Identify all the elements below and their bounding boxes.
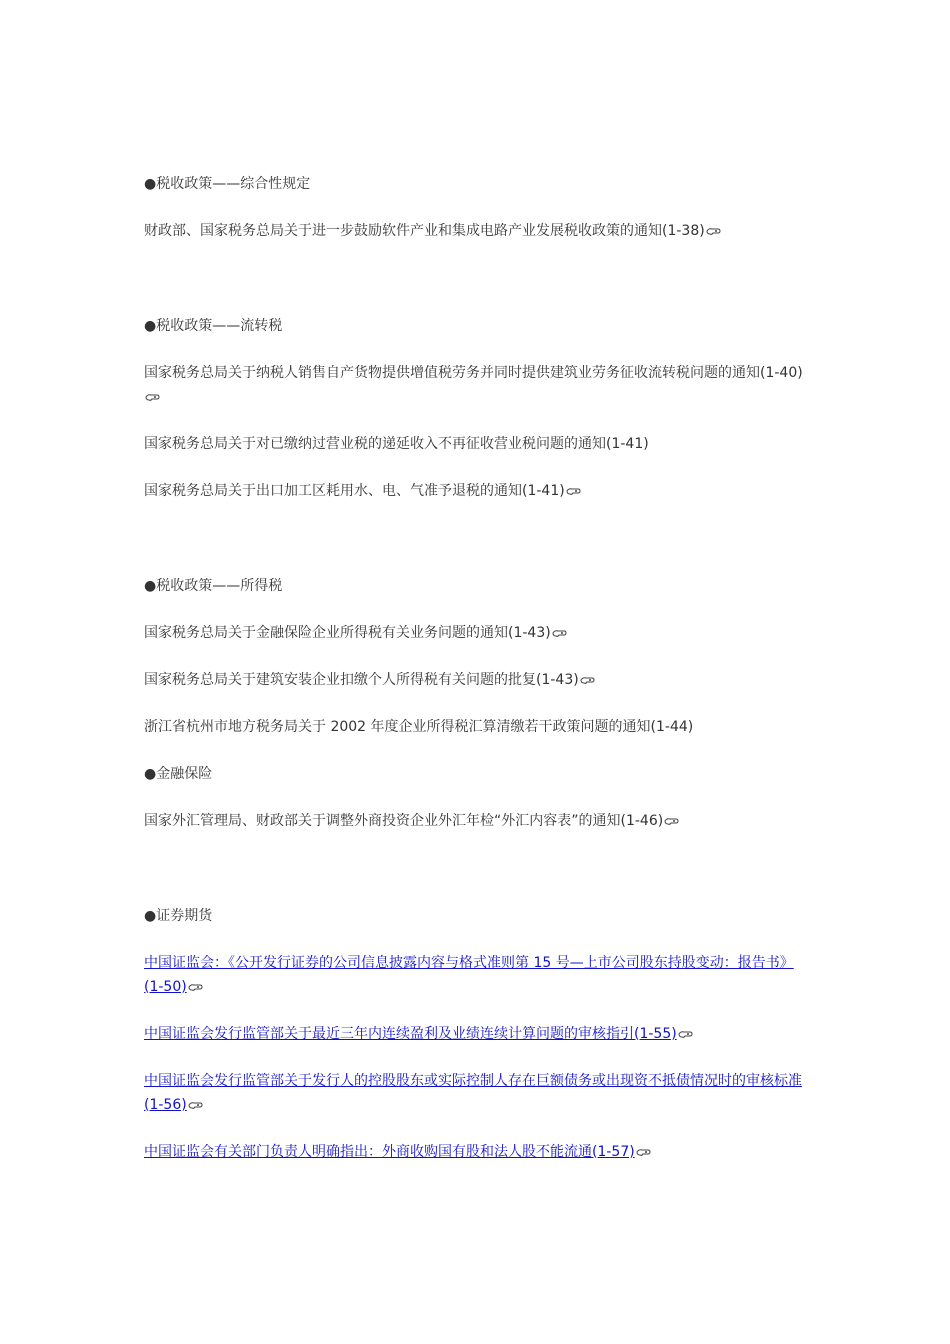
hand-pointer-icon — [188, 1100, 203, 1110]
item-text: 国家外汇管理局、财政部关于调整外商投资企业外汇年检“外汇内容表”的通知(1-46) — [144, 813, 664, 829]
section-heading: ●证券期货 — [144, 908, 213, 924]
list-item — [144, 668, 809, 692]
document-link[interactable]: 中国证监会：《公开发行证券的公司信息披露内容与格式准则第 15 号—上市公司股东持股变动：报告书》(1-50) — [144, 955, 794, 995]
section-heading: ●税收政策——所得税 — [144, 578, 283, 594]
hand-pointer-icon — [636, 1147, 651, 1157]
section-heading: ●税收政策——流转税 — [144, 318, 283, 334]
hand-pointer-icon — [580, 675, 595, 685]
document-content — [144, 172, 809, 1164]
hand-pointer-icon — [188, 982, 203, 992]
list-item — [144, 1069, 809, 1117]
section-tax-income — [144, 574, 809, 739]
hand-pointer-icon — [145, 392, 160, 402]
hand-pointer-icon — [664, 816, 679, 826]
item-text: 国家税务总局关于对已缴纳过营业税的递延收入不再征收营业税问题的通知(1-41) — [144, 436, 649, 452]
list-item — [144, 479, 809, 503]
list-item — [144, 715, 809, 739]
hand-pointer-icon — [678, 1029, 693, 1039]
list-item — [144, 219, 809, 243]
section-heading: ●金融保险 — [144, 766, 213, 782]
list-item — [144, 1022, 809, 1046]
section-finance-insurance — [144, 762, 809, 833]
item-text: 浙江省杭州市地方税务局关于 2002 年度企业所得税汇算清缴若干政策问题的通知(1-44) — [144, 719, 694, 735]
section-heading: ●税收政策——综合性规定 — [144, 176, 311, 192]
section-securities-futures — [144, 904, 809, 1164]
list-item — [144, 1140, 809, 1164]
document-link[interactable]: 中国证监会发行监管部关于发行人的控股股东或实际控制人存在巨额债务或出现资不抵债情况时的审核标准(1-56) — [144, 1073, 802, 1113]
list-item — [144, 621, 809, 645]
document-link[interactable]: 中国证监会发行监管部关于最近三年内连续盈利及业绩连续计算问题的审核指引(1-55) — [144, 1026, 677, 1042]
item-text: 国家税务总局关于建筑安装企业扣缴个人所得税有关问题的批复(1-43) — [144, 672, 579, 688]
section-tax-turnover — [144, 314, 809, 503]
hand-pointer-icon — [566, 486, 581, 496]
item-text: 国家税务总局关于纳税人销售自产货物提供增值税劳务并同时提供建筑业劳务征收流转税问题的通知(1-40) — [144, 365, 803, 381]
list-item — [144, 432, 809, 456]
document-link[interactable]: 中国证监会有关部门负责人明确指出：外商收购国有股和法人股不能流通(1-57) — [144, 1144, 635, 1160]
list-item — [144, 361, 809, 409]
list-item — [144, 951, 809, 999]
hand-pointer-icon — [706, 226, 721, 236]
item-text: 财政部、国家税务总局关于进一步鼓励软件产业和集成电路产业发展税收政策的通知(1-38) — [144, 223, 705, 239]
section-tax-general — [144, 172, 809, 243]
list-item — [144, 809, 809, 833]
hand-pointer-icon — [552, 628, 567, 638]
item-text: 国家税务总局关于出口加工区耗用水、电、气准予退税的通知(1-41) — [144, 483, 565, 499]
item-text: 国家税务总局关于金融保险企业所得税有关业务问题的通知(1-43) — [144, 625, 551, 641]
